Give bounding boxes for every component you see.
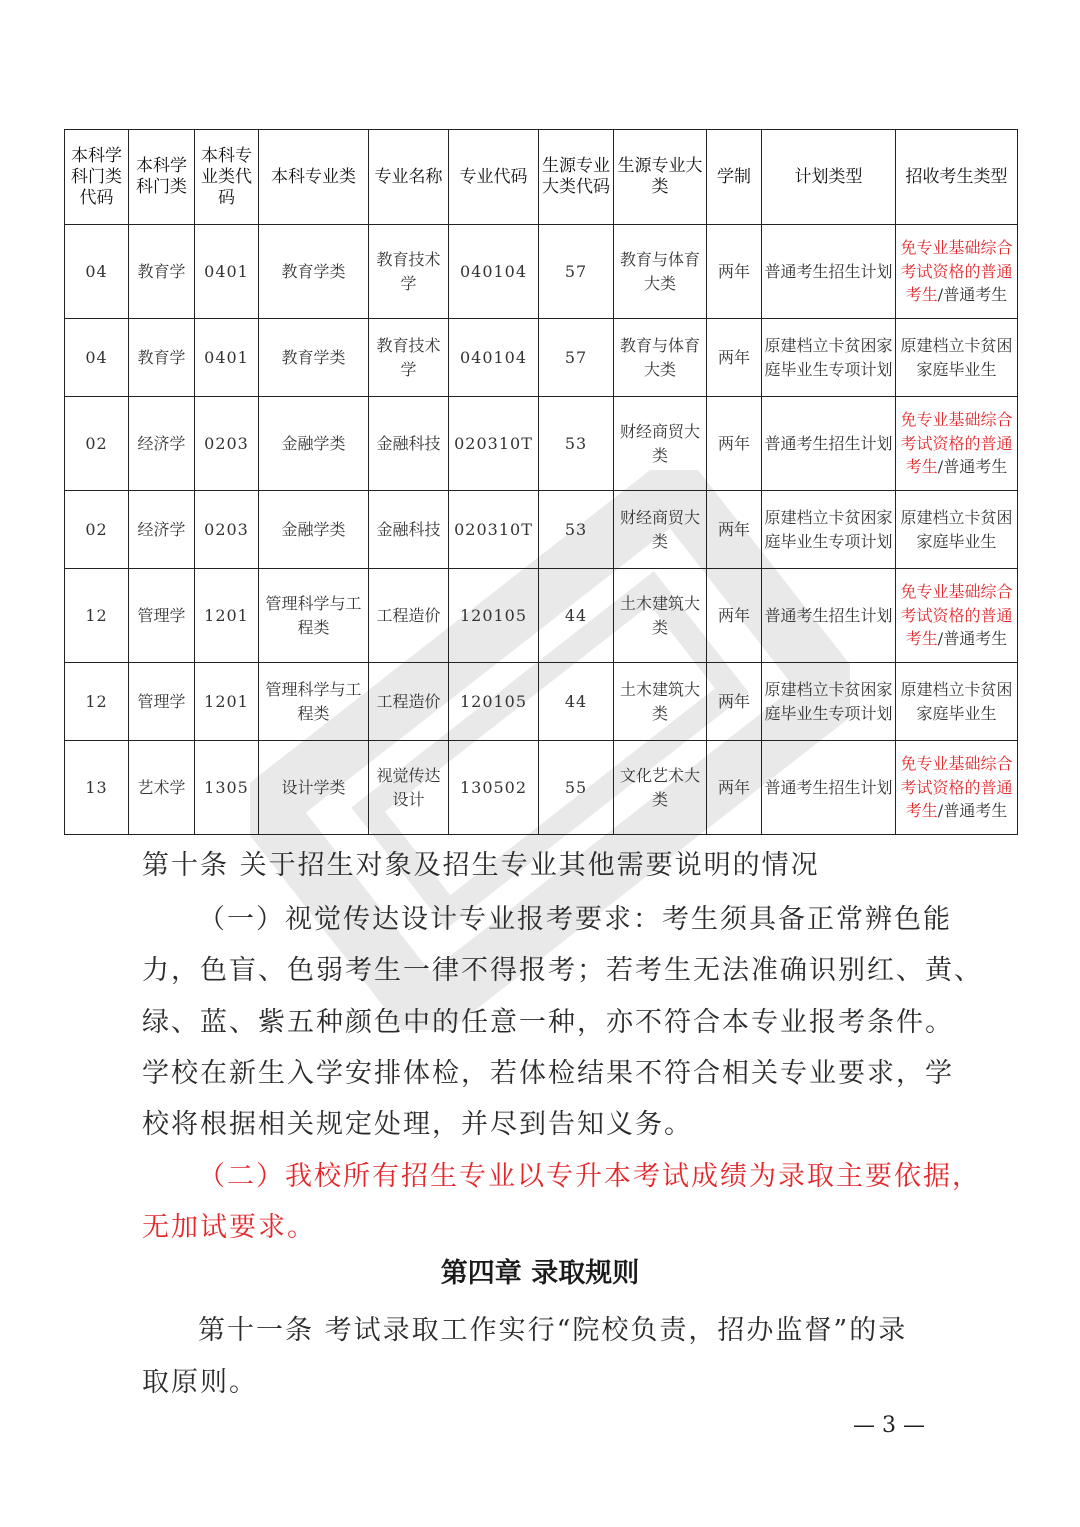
- cell-source-code: 44: [539, 569, 614, 663]
- cell-discipline-code: 04: [65, 319, 129, 397]
- candidate-exempt-text: 免专业基础综合考试资格的普通考生: [900, 410, 1013, 477]
- cell-source-code: 57: [539, 225, 614, 319]
- header-class: 本科专业类: [259, 130, 369, 225]
- cell-source-code: 53: [539, 491, 614, 569]
- cell-candidate-type: [896, 225, 1018, 319]
- table-row: [65, 663, 1018, 741]
- cell-class: 管理科学与工程类: [259, 569, 369, 663]
- cell-class-code: 0203: [195, 491, 259, 569]
- article-10-para1-line1: （一）视觉传达设计专业报考要求：考生须具备正常辨色能: [198, 904, 952, 935]
- cell-candidate-type: [896, 569, 1018, 663]
- table-row: [65, 397, 1018, 491]
- cell-class: 管理科学与工程类: [259, 663, 369, 741]
- article-10-para1-line3: 绿、蓝、紫五种颜色中的任意一种，亦不符合本专业报考条件。: [142, 1007, 954, 1038]
- article-10-para1-line5: 校将根据相关规定处理，并尽到告知义务。: [142, 1109, 693, 1140]
- cell-discipline: 管理学: [129, 569, 195, 663]
- cell-discipline: 经济学: [129, 491, 195, 569]
- cell-major-code: 020310T: [449, 397, 539, 491]
- header-discipline-code: 本科学科门类代码: [65, 130, 129, 225]
- cell-source-code: 57: [539, 319, 614, 397]
- cell-major: 视觉传达设计: [369, 741, 449, 835]
- cell-source-class: 土木建筑大类: [614, 663, 707, 741]
- page-number: — 3 —: [853, 1413, 925, 1438]
- cell-source-code: 44: [539, 663, 614, 741]
- candidate-regular-text: 原建档立卡贫困家庭毕业生: [900, 336, 1013, 379]
- cell-duration: 两年: [707, 569, 762, 663]
- table-row: [65, 225, 1018, 319]
- cell-duration: 两年: [707, 319, 762, 397]
- cell-class-code: 1305: [195, 741, 259, 835]
- table-header-row: [65, 130, 1018, 225]
- article-11-line1: 第十一条 考试录取工作实行“院校负责，招办监督”的录: [198, 1315, 908, 1346]
- cell-class-code: 0401: [195, 319, 259, 397]
- candidate-regular-text: 原建档立卡贫困家庭毕业生: [900, 508, 1013, 551]
- header-source-code: 生源专业大类代码: [539, 130, 614, 225]
- cell-major-code: 040104: [449, 319, 539, 397]
- cell-major-code: 120105: [449, 663, 539, 741]
- candidate-regular-text: /普通考生: [937, 801, 1008, 821]
- cell-class-code: 0401: [195, 225, 259, 319]
- cell-discipline: 艺术学: [129, 741, 195, 835]
- cell-class: 教育学类: [259, 225, 369, 319]
- cell-discipline-code: 04: [65, 225, 129, 319]
- cell-duration: 两年: [707, 741, 762, 835]
- cell-source-class: 财经商贸大类: [614, 397, 707, 491]
- cell-duration: 两年: [707, 663, 762, 741]
- cell-plan-type: 普通考生招生计划: [762, 225, 896, 319]
- article-11-line2: 取原则。: [142, 1367, 258, 1398]
- cell-candidate-type: [896, 741, 1018, 835]
- header-class-code: 本科专业类代码: [195, 130, 259, 225]
- cell-plan-type: 普通考生招生计划: [762, 569, 896, 663]
- cell-candidate-type: [896, 397, 1018, 491]
- cell-plan-type: 普通考生招生计划: [762, 741, 896, 835]
- header-duration: 学制: [707, 130, 762, 225]
- cell-discipline: 经济学: [129, 397, 195, 491]
- cell-candidate-type: [896, 319, 1018, 397]
- cell-discipline-code: 12: [65, 569, 129, 663]
- candidate-exempt-text: 免专业基础综合考试资格的普通考生: [900, 582, 1013, 649]
- cell-major: 金融科技: [369, 491, 449, 569]
- cell-class: 金融学类: [259, 397, 369, 491]
- cell-major: 工程造价: [369, 569, 449, 663]
- cell-class-code: 1201: [195, 569, 259, 663]
- cell-source-class: 教育与体育大类: [614, 319, 707, 397]
- cell-major: 工程造价: [369, 663, 449, 741]
- cell-major: 金融科技: [369, 397, 449, 491]
- article-10-para2-line2: 无加试要求。: [142, 1212, 316, 1243]
- cell-plan-type: 原建档立卡贫困家庭毕业生专项计划: [762, 491, 896, 569]
- article-10-para1-line4: 学校在新生入学安排体检，若体检结果不符合相关专业要求，学: [142, 1058, 954, 1089]
- chapter-4-heading: 第四章 录取规则: [440, 1258, 640, 1289]
- article-10-title: 第十条 关于招生对象及招生专业其他需要说明的情况: [142, 850, 820, 881]
- table-row: [65, 319, 1018, 397]
- cell-duration: 两年: [707, 491, 762, 569]
- candidate-regular-text: /普通考生: [937, 457, 1008, 477]
- article-10-para1-line2: 力，色盲、色弱考生一律不得报考；若考生无法准确识别红、黄、: [142, 955, 983, 986]
- header-major-code: 专业代码: [449, 130, 539, 225]
- table-row: [65, 491, 1018, 569]
- header-source-class: 生源专业大类: [614, 130, 707, 225]
- cell-duration: 两年: [707, 397, 762, 491]
- cell-major-code: 120105: [449, 569, 539, 663]
- cell-source-class: 财经商贸大类: [614, 491, 707, 569]
- cell-plan-type: 原建档立卡贫困家庭毕业生专项计划: [762, 663, 896, 741]
- candidate-exempt-text: 免专业基础综合考试资格的普通考生: [900, 238, 1013, 305]
- article-10-para2-line1: （二）我校所有招生专业以专升本考试成绩为录取主要依据，: [198, 1161, 981, 1192]
- cell-discipline-code: 13: [65, 741, 129, 835]
- cell-source-class: 土木建筑大类: [614, 569, 707, 663]
- cell-discipline-code: 02: [65, 491, 129, 569]
- cell-discipline: 教育学: [129, 225, 195, 319]
- cell-source-code: 55: [539, 741, 614, 835]
- header-major: 专业名称: [369, 130, 449, 225]
- header-discipline: 本科学科门类: [129, 130, 195, 225]
- cell-major: 教育技术学: [369, 319, 449, 397]
- candidate-regular-text: /普通考生: [937, 629, 1008, 649]
- cell-major-code: 130502: [449, 741, 539, 835]
- cell-discipline-code: 02: [65, 397, 129, 491]
- cell-candidate-type: [896, 491, 1018, 569]
- candidate-exempt-text: 免专业基础综合考试资格的普通考生: [900, 754, 1013, 821]
- cell-class-code: 1201: [195, 663, 259, 741]
- cell-major-code: 020310T: [449, 491, 539, 569]
- candidate-regular-text: /普通考生: [937, 285, 1008, 305]
- cell-class-code: 0203: [195, 397, 259, 491]
- cell-duration: 两年: [707, 225, 762, 319]
- header-candidate-type: 招收考生类型: [896, 130, 1018, 225]
- cell-major: 教育技术学: [369, 225, 449, 319]
- cell-discipline-code: 12: [65, 663, 129, 741]
- cell-plan-type: 普通考生招生计划: [762, 397, 896, 491]
- admission-plan-table: [64, 129, 1018, 835]
- cell-candidate-type: [896, 663, 1018, 741]
- cell-source-code: 53: [539, 397, 614, 491]
- cell-class: 教育学类: [259, 319, 369, 397]
- cell-class: 金融学类: [259, 491, 369, 569]
- candidate-regular-text: 原建档立卡贫困家庭毕业生: [900, 680, 1013, 723]
- cell-plan-type: 原建档立卡贫困家庭毕业生专项计划: [762, 319, 896, 397]
- header-plan-type: 计划类型: [762, 130, 896, 225]
- cell-discipline: 教育学: [129, 319, 195, 397]
- cell-source-class: 教育与体育大类: [614, 225, 707, 319]
- table-row: [65, 569, 1018, 663]
- table-row: [65, 741, 1018, 835]
- cell-source-class: 文化艺术大类: [614, 741, 707, 835]
- cell-discipline: 管理学: [129, 663, 195, 741]
- cell-major-code: 040104: [449, 225, 539, 319]
- cell-class: 设计学类: [259, 741, 369, 835]
